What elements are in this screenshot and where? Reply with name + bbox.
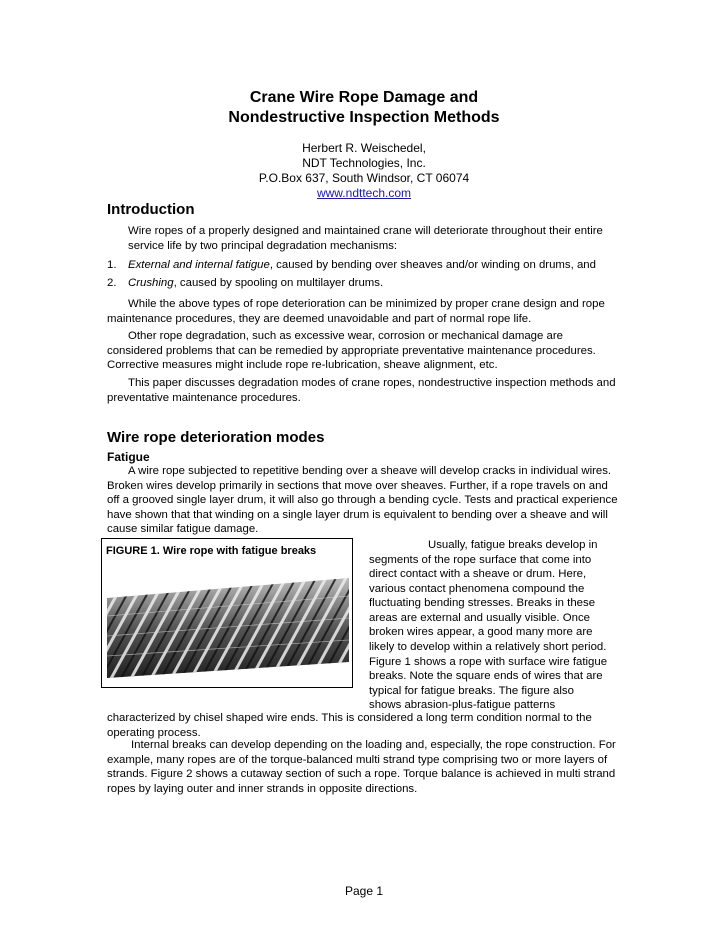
- paper-title-line2: Nondestructive Inspection Methods: [228, 109, 500, 126]
- side-text-line: areas are external and usually visible. Once: [369, 612, 590, 624]
- side-text-line: shows abrasion-plus-fatigue patterns: [369, 699, 556, 711]
- side-text-line: segments of the rope surface that come into: [369, 554, 592, 566]
- side-text-line: direct contact with a sheave or drum. Here,: [369, 568, 587, 580]
- company-name: NDT Technologies, Inc.: [302, 156, 426, 170]
- list-text: , caused by bending over sheaves and/or winding on drums, and: [269, 259, 596, 271]
- side-text-line: fluctuating bending stresses. Breaks in these: [369, 597, 596, 609]
- side-text-line: likely to develop within a relatively short period.: [369, 641, 607, 653]
- side-text-line: Figure 1 shows a rope with surface wire fatigue: [369, 656, 608, 668]
- intro-paragraph-2: While the above types of rope deterioration can be minimized by proper crane design and rope maintenance procedures, they are deemed unavoidable and part of normal rope life.: [107, 298, 605, 325]
- list-item: [107, 276, 621, 291]
- page-number: Page 1: [344, 884, 384, 898]
- side-text-line: Usually, fatigue breaks develop in: [428, 539, 598, 551]
- wire-rope-photo-icon: [107, 566, 349, 682]
- website-link[interactable]: www.ndttech.com: [316, 186, 412, 200]
- paper-title-line1: Crane Wire Rope Damage and: [249, 89, 479, 106]
- section-heading-deterioration: Wire rope deterioration modes: [107, 429, 325, 446]
- website-line: [0, 186, 728, 201]
- list-term: Crushing: [128, 277, 174, 289]
- list-term: External and internal fatigue: [128, 259, 270, 271]
- side-text-line: breaks. Note the square ends of wires that are: [369, 670, 603, 682]
- intro-paragraph-3: Other rope degradation, such as excessive wear, corrosion or mechanical damage are considered problems that can be remedied by appropriate preventative maintenance procedures. Corrective measures might include rope re-lubrication, sheave alignment, etc.: [107, 330, 596, 372]
- intro-p1-text: Wire ropes of a properly designed and maintained crane will deteriorate throughout their entire service life by two principal degradation mechanisms:: [128, 225, 603, 252]
- side-text-line: various contact phenomena compound the: [369, 583, 585, 595]
- fatigue-paragraph-2: Internal breaks can develop depending on the loading and, especially, the rope construction. For example, many ropes are of the torque-balanced multi strand type comprising two or more layers of strands. Figure 2 shows a cutaway section of such a rope. Torque balance is achieved in multi strand ropes by laying outer and inner strands in opposite directions.: [107, 739, 616, 795]
- figure-1-caption: FIGURE 1. Wire rope with fatigue breaks: [106, 545, 317, 557]
- fatigue-paragraph-1-cont: characterized by chisel shaped wire ends. This is considered a long term condition normal to the operating process.: [107, 712, 592, 739]
- fatigue-paragraph-1: A wire rope subjected to repetitive bending over a sheave will develop cracks in individual wires. Broken wires develop primarily in sections that move over sheaves. Further, if a rope travels on and off a grooved single layer drum, it will also go through a bending cycle. Tests and practical experience have shown that that winding on a single layer drum is equivalent to bending over a sheave and will cause similar fatigue damage.: [107, 465, 618, 536]
- intro-paragraph-4: This paper discusses degradation modes of crane ropes, nondestructive inspection methods and preventative maintenance procedures.: [107, 377, 616, 404]
- subheading-fatigue: Fatigue: [107, 450, 150, 464]
- list-text: , caused by spooling on multilayer drums.: [173, 277, 384, 289]
- address: P.O.Box 637, South Windsor, CT 06074: [258, 171, 470, 185]
- list-number: 1.: [107, 259, 117, 271]
- list-number: 2.: [107, 277, 117, 289]
- section-heading-introduction: Introduction: [107, 201, 195, 218]
- side-text-line: typical for fatigue breaks. The figure also: [369, 685, 574, 697]
- list-item: [107, 258, 621, 273]
- intro-paragraph-1: [107, 224, 621, 253]
- author-name: Herbert R. Weischedel,: [302, 141, 426, 155]
- side-text-line: broken wires appear, a good many more are: [369, 626, 593, 638]
